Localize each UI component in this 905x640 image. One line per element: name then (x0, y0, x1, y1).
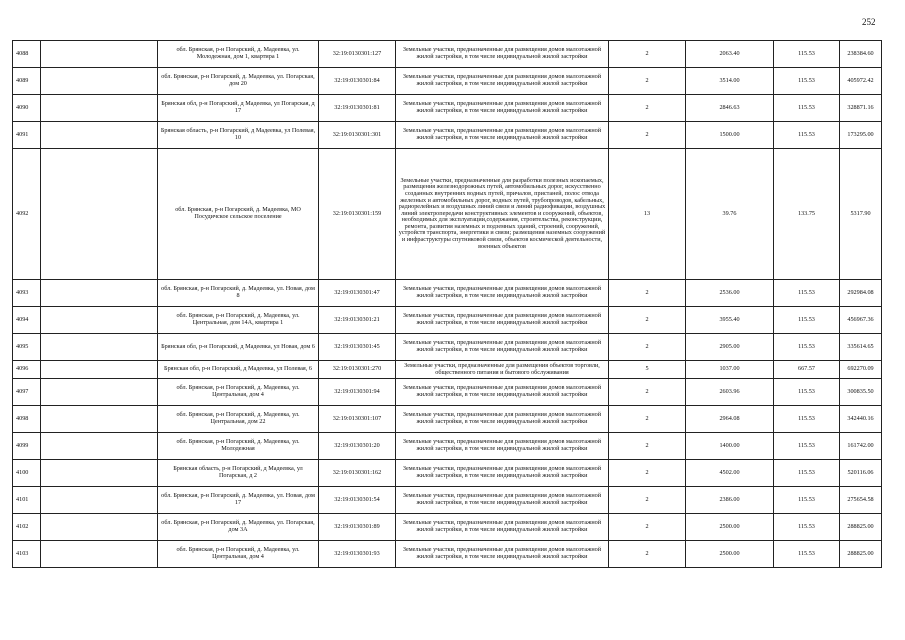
table-row (13, 487, 882, 514)
rate-cell: 115.53 (774, 433, 840, 460)
table-row (13, 406, 882, 433)
blank-cell (41, 95, 158, 122)
cadastral-number-cell: 32:19:0130301:94 (319, 379, 396, 406)
land-registry-table (12, 40, 882, 568)
table-row (13, 361, 882, 379)
blank-cell (41, 334, 158, 361)
address-cell: Брянская область, р-н Погарский, д Мадеевка, ул Полевая, 10 (158, 122, 319, 149)
area-cell: 2603.96 (686, 379, 774, 406)
group-cell: 2 (609, 460, 686, 487)
cadastral-number-cell: 32:19:0130301:20 (319, 433, 396, 460)
address-cell: обл. Брянская, р-н Погарский, д. Мадеевка, ул. Молодежная, дом 1, квартира 1 (158, 41, 319, 68)
blank-cell (41, 149, 158, 280)
purpose-cell: Земельные участки, предназначенные для размещения домов малоэтажной жилой застройки, в том числе индивидуальной жилой застройки (396, 487, 609, 514)
area-cell: 2846.63 (686, 95, 774, 122)
row-number: 4095 (13, 334, 41, 361)
area-cell: 1500.00 (686, 122, 774, 149)
purpose-cell: Земельные участки, предназначенные для размещения объектов торговли, общественного питания и бытового обслуживания (396, 361, 609, 379)
row-number: 4096 (13, 361, 41, 379)
cadastral-number-cell: 32:19:0130301:270 (319, 361, 396, 379)
group-cell: 2 (609, 487, 686, 514)
rate-cell: 115.53 (774, 541, 840, 568)
cadastral-number-cell: 32:19:0130301:89 (319, 514, 396, 541)
row-number: 4091 (13, 122, 41, 149)
table-row (13, 307, 882, 334)
blank-cell (41, 307, 158, 334)
value-cell: 5317.90 (840, 149, 882, 280)
rate-cell: 115.53 (774, 280, 840, 307)
cadastral-number-cell: 32:19:0130301:93 (319, 541, 396, 568)
value-cell: 520116.06 (840, 460, 882, 487)
rate-cell: 133.75 (774, 149, 840, 280)
address-cell: обл. Брянская, р-н Погарский, д. Мадеевка, ул. Центральная, дом 4 (158, 379, 319, 406)
table-row (13, 433, 882, 460)
blank-cell (41, 41, 158, 68)
table-row (13, 514, 882, 541)
table-row (13, 280, 882, 307)
value-cell: 342440.16 (840, 406, 882, 433)
purpose-cell: Земельные участки, предназначенные для размещения домов малоэтажной жилой застройки, в том числе индивидуальной жилой застройки (396, 460, 609, 487)
value-cell: 456967.36 (840, 307, 882, 334)
group-cell: 2 (609, 307, 686, 334)
rate-cell: 115.53 (774, 460, 840, 487)
value-cell: 161742.00 (840, 433, 882, 460)
group-cell: 5 (609, 361, 686, 379)
address-cell: Брянская область, р-н Погарский, д Мадеевка, ул Погарская, д 2 (158, 460, 319, 487)
address-cell: обл. Брянская, р-н Погарский, д. Мадеевка, МО Посудичское сельское поселение (158, 149, 319, 280)
group-cell: 2 (609, 95, 686, 122)
cadastral-number-cell: 32:19:0130301:301 (319, 122, 396, 149)
group-cell: 2 (609, 514, 686, 541)
group-cell: 2 (609, 280, 686, 307)
address-cell: обл. Брянская, р-н Погарский, д. Мадеевка, ул. Молодежная (158, 433, 319, 460)
cadastral-number-cell: 32:19:0130301:127 (319, 41, 396, 68)
cadastral-number-cell: 32:19:0130301:54 (319, 487, 396, 514)
purpose-cell: Земельные участки, предназначенные для размещения домов малоэтажной жилой застройки, в том числе индивидуальной жилой застройки (396, 514, 609, 541)
value-cell: 275654.58 (840, 487, 882, 514)
table-row (13, 541, 882, 568)
cadastral-number-cell: 32:19:0130301:45 (319, 334, 396, 361)
blank-cell (41, 433, 158, 460)
value-cell: 173295.00 (840, 122, 882, 149)
group-cell: 2 (609, 334, 686, 361)
purpose-cell: Земельные участки, предназначенные для размещения домов малоэтажной жилой застройки, в том числе индивидуальной жилой застройки (396, 95, 609, 122)
blank-cell (41, 68, 158, 95)
area-cell: 2964.08 (686, 406, 774, 433)
rate-cell: 115.53 (774, 122, 840, 149)
purpose-cell: Земельные участки, предназначенные для размещения домов малоэтажной жилой застройки, в том числе индивидуальной жилой застройки (396, 307, 609, 334)
rate-cell: 115.53 (774, 514, 840, 541)
value-cell: 288825.00 (840, 514, 882, 541)
cadastral-number-cell: 32:19:0130301:21 (319, 307, 396, 334)
address-cell: Брянская обл, р-н Погарский, д Мадеевка, ул Полевая, 6 (158, 361, 319, 379)
area-cell: 2905.00 (686, 334, 774, 361)
blank-cell (41, 541, 158, 568)
blank-cell (41, 460, 158, 487)
table-row (13, 149, 882, 280)
row-number: 4103 (13, 541, 41, 568)
area-cell: 1037.00 (686, 361, 774, 379)
area-cell: 2536.00 (686, 280, 774, 307)
value-cell: 328871.16 (840, 95, 882, 122)
row-number: 4093 (13, 280, 41, 307)
rate-cell: 115.53 (774, 95, 840, 122)
table-row (13, 122, 882, 149)
address-cell: обл. Брянская, р-н Погарский, д. Мадеевка, ул. Погарская, дом 3А (158, 514, 319, 541)
cadastral-number-cell: 32:19:0130301:159 (319, 149, 396, 280)
value-cell: 292984.08 (840, 280, 882, 307)
row-number: 4094 (13, 307, 41, 334)
table-row (13, 460, 882, 487)
blank-cell (41, 122, 158, 149)
table-row (13, 68, 882, 95)
group-cell: 13 (609, 149, 686, 280)
row-number: 4092 (13, 149, 41, 280)
row-number: 4099 (13, 433, 41, 460)
purpose-cell: Земельные участки, предназначенные для размещения домов малоэтажной жилой застройки, в том числе индивидуальной жилой застройки (396, 280, 609, 307)
purpose-cell: Земельные участки, предназначенные для размещения домов малоэтажной жилой застройки, в том числе индивидуальной жилой застройки (396, 433, 609, 460)
address-cell: обл. Брянская, р-н Погарский, д. Мадеевка, ул. Новая, дом 17 (158, 487, 319, 514)
blank-cell (41, 361, 158, 379)
page-number: 252 (862, 17, 876, 27)
purpose-cell: Земельные участки, предназначенные для размещения домов малоэтажной жилой застройки, в том числе индивидуальной жилой застройки (396, 68, 609, 95)
cadastral-number-cell: 32:19:0130301:107 (319, 406, 396, 433)
cadastral-number-cell: 32:19:0130301:47 (319, 280, 396, 307)
row-number: 4100 (13, 460, 41, 487)
value-cell: 300835.50 (840, 379, 882, 406)
value-cell: 692270.09 (840, 361, 882, 379)
cadastral-number-cell: 32:19:0130301:162 (319, 460, 396, 487)
area-cell: 2500.00 (686, 514, 774, 541)
rate-cell: 115.53 (774, 68, 840, 95)
cadastral-number-cell: 32:19:0130301:81 (319, 95, 396, 122)
address-cell: обл. Брянская, р-н Погарский, д. Мадеевка, ул. Центральная, дом 22 (158, 406, 319, 433)
rate-cell: 115.53 (774, 379, 840, 406)
row-number: 4101 (13, 487, 41, 514)
value-cell: 405972.42 (840, 68, 882, 95)
row-number: 4102 (13, 514, 41, 541)
group-cell: 2 (609, 68, 686, 95)
purpose-cell: Земельные участки, предназначенные для размещения домов малоэтажной жилой застройки, в том числе индивидуальной жилой застройки (396, 406, 609, 433)
value-cell: 288825.00 (840, 541, 882, 568)
group-cell: 2 (609, 379, 686, 406)
address-cell: Брянская обл, р-н Погарский, д Мадеевка, ул Погарская, д 17 (158, 95, 319, 122)
rate-cell: 115.53 (774, 487, 840, 514)
rate-cell: 115.53 (774, 406, 840, 433)
rate-cell: 115.53 (774, 41, 840, 68)
purpose-cell: Земельные участки, предназначенные для размещения домов малоэтажной жилой застройки, в том числе индивидуальной жилой застройки (396, 41, 609, 68)
table-row (13, 379, 882, 406)
area-cell: 3955.40 (686, 307, 774, 334)
row-number: 4097 (13, 379, 41, 406)
purpose-cell: Земельные участки, предназначенные для размещения домов малоэтажной жилой застройки, в том числе индивидуальной жилой застройки (396, 379, 609, 406)
blank-cell (41, 514, 158, 541)
row-number: 4088 (13, 41, 41, 68)
group-cell: 2 (609, 541, 686, 568)
group-cell: 2 (609, 406, 686, 433)
rate-cell: 115.53 (774, 307, 840, 334)
group-cell: 2 (609, 41, 686, 68)
group-cell: 2 (609, 433, 686, 460)
row-number: 4089 (13, 68, 41, 95)
cadastral-number-cell: 32:19:0130301:84 (319, 68, 396, 95)
area-cell: 2500.00 (686, 541, 774, 568)
purpose-cell: Земельные участки, предназначенные для размещения домов малоэтажной жилой застройки, в том числе индивидуальной жилой застройки (396, 334, 609, 361)
rate-cell: 115.53 (774, 334, 840, 361)
area-cell: 1400.00 (686, 433, 774, 460)
address-cell: обл. Брянская, р-н Погарский, д. Мадеевка, ул. Центральная, дом 4 (158, 541, 319, 568)
blank-cell (41, 406, 158, 433)
address-cell: обл. Брянская, р-н Погарский, д. Мадеевка, ул. Новая, дом 8 (158, 280, 319, 307)
address-cell: обл. Брянская, р-н Погарский, д. Мадеевка, ул. Центральная, дом 14А, квартира 1 (158, 307, 319, 334)
blank-cell (41, 487, 158, 514)
area-cell: 2063.40 (686, 41, 774, 68)
purpose-cell: Земельные участки, предназначенные для размещения домов малоэтажной жилой застройки, в том числе индивидуальной жилой застройки (396, 122, 609, 149)
table-row (13, 95, 882, 122)
purpose-cell: Земельные участки, предназначенные для разработки полезных ископаемых, размещения железнодорожных путей, автомобильных дорог, искусственно созданных внутренних водных путей, причалов, пристаней, полос отвода железных и автомобильных дорог, водных путей, трубопроводов, кабельных, радиорелейных и воздушных линий связи и линий радиофикации, воздушных линий электропередачи конструктивных элементов и сооружений, объектов, необходимых для эксплуатации,содержания, строительства, реконструкции, ремонта, развития наземных и подземных зданий, строений, сооружений, устройств транспорта, энергетики и связи; размещения наземных сооружений и инфраструктуры спутниковой связи, объектов космической деятельности, военных объектов (396, 149, 609, 280)
area-cell: 3514.00 (686, 68, 774, 95)
area-cell: 4502.00 (686, 460, 774, 487)
blank-cell (41, 280, 158, 307)
purpose-cell: Земельные участки, предназначенные для размещения домов малоэтажной жилой застройки, в том числе индивидуальной жилой застройки (396, 541, 609, 568)
table-row (13, 334, 882, 361)
row-number: 4090 (13, 95, 41, 122)
row-number: 4098 (13, 406, 41, 433)
value-cell: 238384.60 (840, 41, 882, 68)
table-body (13, 41, 882, 568)
address-cell: обл. Брянская, р-н Погарский, д. Мадеевка, ул. Погарская, дом 20 (158, 68, 319, 95)
rate-cell: 667.57 (774, 361, 840, 379)
value-cell: 335614.65 (840, 334, 882, 361)
address-cell: Брянская обл, р-н Погарский, д Мадеевка, ул Новая, дом 6 (158, 334, 319, 361)
blank-cell (41, 379, 158, 406)
table-row (13, 41, 882, 68)
area-cell: 39.76 (686, 149, 774, 280)
group-cell: 2 (609, 122, 686, 149)
area-cell: 2386.00 (686, 487, 774, 514)
